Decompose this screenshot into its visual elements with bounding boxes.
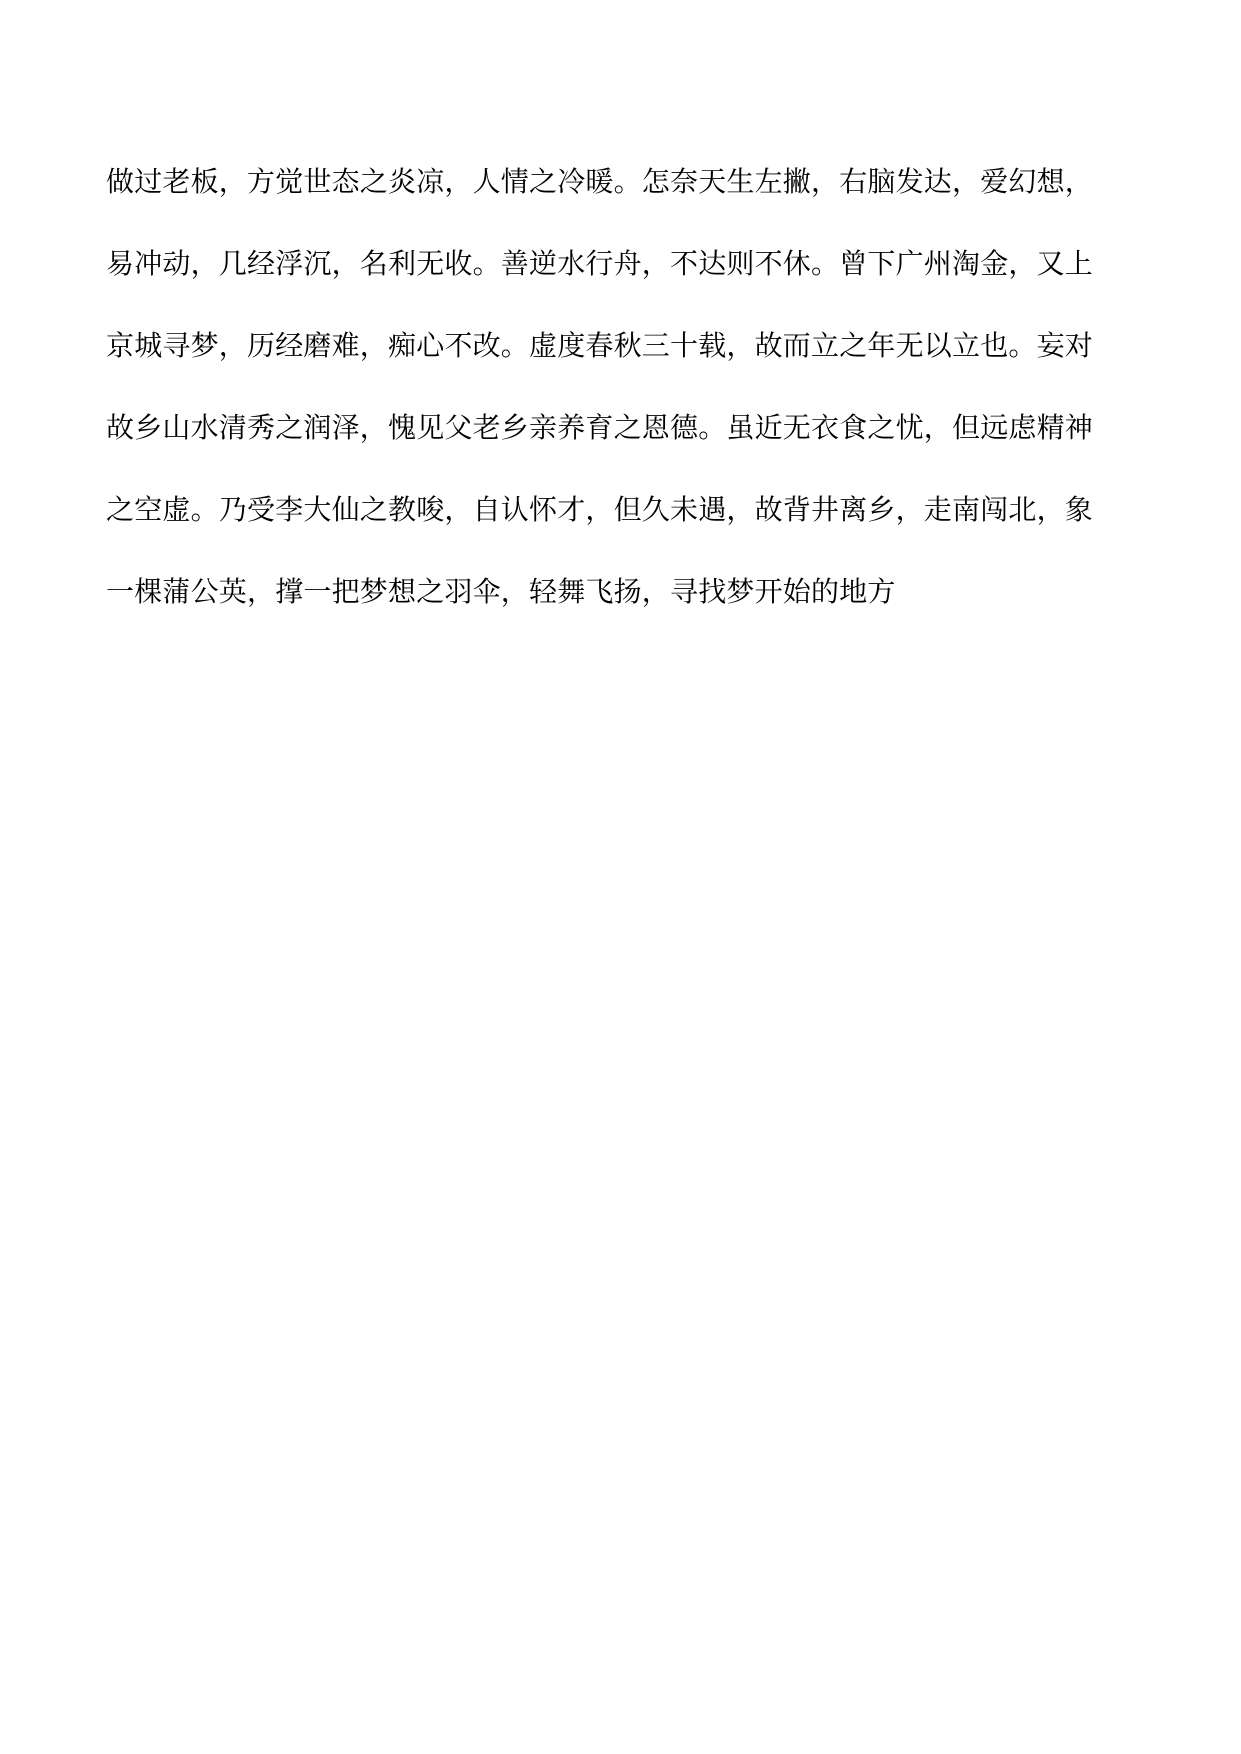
paragraph-line-5: 之空虚。乃受李大仙之教唆，自认怀才，但久未遇，故背井离乡，走南闯北，象 (106, 493, 1094, 526)
paragraph-line-6: 一棵蒲公英，撑一把梦想之羽伞，轻舞飞扬，寻找梦开始的地方 (106, 575, 896, 608)
body-paragraph (106, 167, 1146, 659)
paragraph-line-2: 易冲动，几经浮沉，名利无收。善逆水行舟，不达则不休。曾下广州淘金，又上 (106, 247, 1094, 280)
paragraph-line-1: 做过老板，方觉世态之炎凉，人情之冷暖。怎奈天生左撇，右脑发达，爱幻想， (106, 165, 1094, 198)
paragraph-line-3: 京城寻梦，历经磨难，痴心不改。虚度春秋三十载，故而立之年无以立也。妄对 (106, 329, 1094, 362)
paragraph-line-4: 故乡山水清秀之润泽，愧见父老乡亲养育之恩德。虽近无衣食之忧，但远虑精神 (106, 411, 1094, 444)
